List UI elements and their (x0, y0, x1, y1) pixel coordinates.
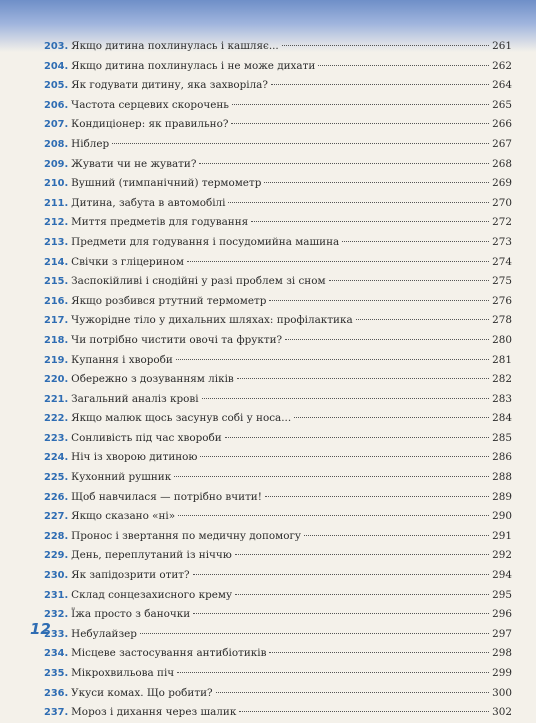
dot-leader (193, 574, 489, 575)
entry-title: Їжа просто з баночки (71, 608, 191, 621)
entry-title: Щоб навчилася — потрібно вчити! (71, 490, 262, 503)
toc-entry (44, 566, 512, 586)
entry-page-number: 272 (492, 216, 512, 229)
dot-leader (265, 496, 489, 497)
entry-number: 212. (44, 217, 69, 229)
toc-entry (44, 703, 512, 723)
entry-page-number: 290 (492, 510, 512, 523)
entry-number: 223. (44, 432, 69, 444)
entry-title: Якщо сказано «ні» (71, 510, 176, 523)
toc-entry (44, 135, 512, 155)
entry-number: 220. (44, 374, 69, 386)
entry-title: Пронос і звертання по медичну допомогу (71, 529, 302, 542)
toc-entry (44, 664, 512, 684)
entry-page-number: 289 (492, 490, 512, 503)
toc-entry (44, 488, 512, 508)
entry-title: Мікрохвильова піч (71, 667, 175, 679)
entry-number: 227. (44, 511, 69, 523)
dot-leader (235, 594, 489, 595)
entry-title: Склад сонцезахисного крему (71, 588, 233, 601)
toc-entry (44, 546, 512, 566)
entry-page-number: 275 (492, 275, 512, 288)
entry-page-number: 284 (492, 412, 512, 425)
entry-title: Купання і хвороби (71, 353, 173, 366)
toc-entry (44, 57, 512, 77)
entry-title: Загальний аналіз крові (71, 392, 199, 405)
toc-entry (44, 174, 512, 194)
entry-number: 226. (44, 491, 69, 503)
dot-leader (318, 65, 489, 66)
toc-entry (44, 213, 512, 233)
entry-number: 208. (44, 138, 69, 150)
toc-entry (44, 155, 512, 175)
entry-number: 206. (44, 99, 69, 111)
dot-leader (178, 515, 489, 516)
entry-title: Частота серцевих скорочень (71, 98, 229, 111)
toc-entry (44, 507, 512, 527)
toc-entry (44, 625, 512, 645)
dot-leader (269, 652, 489, 653)
dot-leader (282, 45, 489, 46)
entry-page-number: 268 (492, 157, 512, 170)
entry-title: Як запідозрити отит? (71, 569, 190, 582)
dot-leader (177, 672, 489, 673)
entry-number: 224. (44, 452, 69, 464)
entry-number: 205. (44, 80, 69, 92)
entry-number: 235. (44, 668, 69, 679)
dot-leader (285, 339, 489, 340)
entry-page-number: 265 (492, 98, 512, 111)
entry-number: 230. (44, 570, 69, 582)
entry-title: Чи потрібно чистити овочі та фрукти? (71, 333, 283, 346)
entry-page-number: 276 (492, 294, 512, 307)
dot-leader (140, 633, 489, 634)
entry-number: 225. (44, 472, 69, 484)
toc-entry (44, 448, 512, 468)
entry-number: 228. (44, 530, 69, 542)
dot-leader (174, 476, 489, 477)
toc-entry (44, 370, 512, 390)
entry-title: Як годувати дитину, яка захворіла? (71, 79, 268, 92)
toc-entry (44, 96, 512, 116)
entry-page-number: 285 (492, 431, 512, 444)
entry-title: Предмети для годування і посудомийна машина (71, 235, 340, 248)
entry-number: 232. (44, 609, 69, 621)
dot-leader (271, 84, 489, 85)
entry-number: 207. (44, 119, 69, 131)
dot-leader (356, 319, 489, 320)
entry-page-number: 270 (492, 196, 512, 209)
dot-leader (235, 554, 489, 555)
entry-number: 217. (44, 315, 69, 327)
entry-title: Кондиціонер: як правильно? (71, 118, 229, 131)
entry-title: Укуси комах. Що робити? (71, 686, 213, 699)
dot-leader (228, 202, 489, 203)
dot-leader (200, 456, 489, 457)
entry-number: 229. (44, 550, 69, 562)
entry-number: 204. (44, 60, 69, 72)
entry-page-number: 266 (492, 118, 512, 131)
dot-leader (232, 104, 489, 105)
dot-leader (187, 261, 489, 262)
entry-number: 214. (44, 256, 69, 268)
dot-leader (237, 378, 489, 379)
toc-entry (44, 644, 512, 664)
entry-page-number: 278 (492, 314, 512, 327)
dot-leader (202, 398, 489, 399)
dot-leader (176, 359, 489, 360)
entry-page-number: 302 (492, 706, 512, 719)
entry-title: Якщо дитина похлинулась і кашляє... (71, 40, 279, 52)
entry-title: Якщо дитина похлинулась і не може дихати (71, 59, 316, 72)
entry-title: Сонливість під час хвороби (71, 431, 222, 444)
toc-entry (44, 684, 512, 704)
table-of-contents (44, 37, 512, 723)
entry-title: Мороз і дихання через шалик (71, 706, 237, 719)
dot-leader (216, 692, 489, 693)
dot-leader (231, 123, 489, 124)
dot-leader (193, 613, 489, 614)
toc-entry (44, 233, 512, 253)
toc-entry (44, 311, 512, 331)
entry-page-number: 286 (492, 451, 512, 464)
dot-leader (269, 300, 489, 301)
entry-number: 222. (44, 413, 69, 425)
entry-page-number: 273 (492, 235, 512, 248)
toc-entry (44, 527, 512, 547)
toc-entry (44, 605, 512, 625)
entry-page-number: 269 (492, 177, 512, 190)
entry-page-number: 274 (492, 255, 512, 268)
entry-title: Місцеве застосування антибіотиків (71, 647, 267, 660)
entry-title: Небулайзер (71, 627, 137, 640)
entry-page-number: 297 (492, 627, 512, 640)
toc-entry (44, 292, 512, 312)
toc-entry (44, 331, 512, 351)
entry-page-number: 282 (492, 373, 512, 386)
entry-page-number: 280 (492, 333, 512, 346)
entry-title: Заспокійливі і снодійні у разі проблем зі сном (71, 275, 326, 288)
entry-page-number: 262 (492, 59, 512, 72)
toc-entry (44, 409, 512, 429)
entry-number: 219. (44, 354, 69, 366)
dot-leader (239, 711, 489, 712)
toc-entry (44, 351, 512, 371)
entry-number: 218. (44, 334, 69, 346)
entry-title: Жувати чи не жувати? (71, 157, 197, 170)
dot-leader (329, 280, 489, 281)
toc-entry (44, 253, 512, 273)
entry-page-number: 281 (492, 353, 512, 366)
entry-title: Вушний (тимпанічний) термометр (71, 177, 262, 190)
entry-title: Кухонний рушник (71, 471, 172, 484)
toc-entry (44, 272, 512, 292)
toc-entry (44, 390, 512, 410)
entry-page-number: 296 (492, 608, 512, 621)
dot-leader (225, 437, 489, 438)
entry-page-number: 283 (492, 392, 512, 405)
entry-number: 237. (44, 707, 69, 719)
entry-number: 209. (44, 158, 69, 170)
dot-leader (294, 417, 489, 418)
toc-entry (44, 468, 512, 488)
entry-page-number: 261 (492, 40, 512, 52)
entry-page-number: 298 (492, 647, 512, 660)
entry-title: День, переплутаний із ніччю (71, 549, 232, 562)
toc-entry (44, 76, 512, 96)
entry-number: 203. (44, 41, 69, 52)
entry-title: Свічки з гліцерином (71, 255, 184, 268)
entry-title: Обережно з дозуванням ліків (71, 373, 234, 386)
entry-page-number: 300 (492, 686, 512, 699)
entry-page-number: 295 (492, 588, 512, 601)
entry-number: 233. (44, 628, 69, 640)
entry-page-number: 292 (492, 549, 512, 562)
entry-page-number: 294 (492, 569, 512, 582)
entry-title: Чужорідне тіло у дихальних шляхах: профілактика (71, 314, 353, 327)
entry-page-number: 299 (492, 667, 512, 679)
dot-leader (342, 241, 489, 242)
dot-leader (304, 535, 489, 536)
dot-leader (199, 163, 489, 164)
entry-title: Ніч із хворою дитиною (71, 451, 198, 464)
entry-number: 236. (44, 687, 69, 699)
toc-entry (44, 586, 512, 606)
entry-number: 231. (44, 589, 69, 601)
entry-number: 216. (44, 295, 69, 307)
toc-entry (44, 194, 512, 214)
entry-page-number: 267 (492, 137, 512, 150)
entry-page-number: 288 (492, 471, 512, 484)
entry-number: 213. (44, 236, 69, 248)
dot-leader (251, 221, 489, 222)
entry-page-number: 264 (492, 79, 512, 92)
toc-entry (44, 115, 512, 135)
entry-title: Миття предметів для годування (71, 216, 249, 229)
entry-number: 210. (44, 178, 69, 190)
toc-entry (44, 429, 512, 449)
toc-entry (44, 37, 512, 57)
entry-page-number: 291 (492, 529, 512, 542)
page-number: 12 (30, 620, 51, 638)
entry-number: 211. (44, 197, 69, 209)
entry-number: 221. (44, 393, 69, 405)
entry-number: 215. (44, 276, 69, 288)
entry-title: Якщо розбився ртутний термометр (71, 294, 267, 307)
dot-leader (112, 143, 489, 144)
entry-title: Дитина, забута в автомобілі (71, 196, 226, 209)
entry-number: 234. (44, 648, 69, 660)
entry-title: Якщо малюк щось засунув собі у носа... (71, 412, 292, 425)
entry-title: Ніблер (71, 137, 110, 150)
dot-leader (264, 182, 489, 183)
